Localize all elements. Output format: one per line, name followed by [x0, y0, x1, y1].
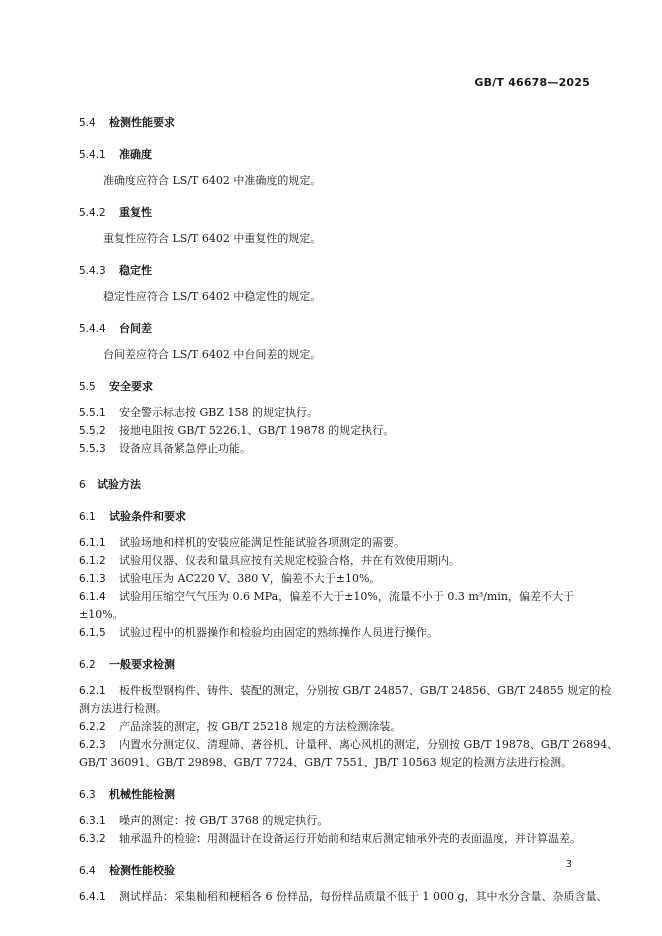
clause-number: 6.1.4 [79, 591, 106, 603]
page-number: 3 [565, 859, 572, 870]
section-title: 机械性能检测 [109, 788, 175, 801]
document-body [79, 114, 619, 906]
section-number: 6.3 [79, 789, 96, 801]
clause [79, 736, 619, 754]
subsection-heading [79, 320, 595, 338]
clause-text: 试验过程中的机器操作和检验均由固定的熟练操作人员进行操作。 [119, 626, 438, 639]
clause-text: 试验场地和样机的安装应能满足性能试验各项测定的需要。 [119, 536, 405, 549]
clause [79, 718, 595, 736]
clause-text: 试验电压为 AC220 V、380 V，偏差不大于±10%。 [119, 572, 381, 585]
section-number: 5.5 [79, 381, 96, 393]
clause [79, 624, 595, 642]
section-heading [79, 508, 595, 526]
section-title: 一般要求检测 [109, 658, 175, 671]
section-number: 5.4.2 [79, 207, 106, 219]
subsection-heading [79, 204, 595, 222]
section-title: 检测性能要求 [109, 116, 175, 129]
clause-number: 6.3.2 [79, 833, 106, 845]
section-title: 台间差 [119, 322, 152, 335]
section-title: 安全要求 [109, 380, 153, 393]
clause-text: 板件板型钢构件、铸件、装配的测定，分别按 GB/T 24857、GB/T 24856、GB/T 24855 规定的检 [119, 684, 612, 697]
chapter-number: 6 [79, 479, 86, 491]
clause-number: 6.2.1 [79, 685, 106, 697]
clause-continuation: GB/T 36091、GB/T 29898、GB/T 7724、GB/T 7551、JB/T 10563 规定的检测方法进行检测。 [79, 756, 573, 769]
clause-number: 6.1.2 [79, 555, 106, 567]
chapter-title: 试验方法 [97, 478, 141, 491]
section-number: 5.4.1 [79, 149, 106, 161]
section-number: 6.2 [79, 659, 96, 671]
clause-continuation: ±10%。 [79, 608, 124, 621]
section-title: 试验条件和要求 [109, 510, 186, 523]
section-heading [79, 862, 595, 880]
chapter-heading [79, 476, 595, 494]
clause-number: 6.2.3 [79, 739, 106, 751]
clause-text: 设备应具备紧急停止功能。 [119, 442, 251, 455]
clause-number: 6.1.3 [79, 573, 106, 585]
clause-text: 噪声的测定：按 GB/T 3768 的规定执行。 [119, 814, 329, 827]
clause [79, 534, 595, 552]
section-title: 重复性 [119, 206, 152, 219]
clause [79, 588, 595, 606]
clause [79, 404, 595, 422]
clause [79, 570, 595, 588]
paragraph: 台间差应符合 LS/T 6402 中台间差的规定。 [103, 348, 322, 361]
paragraph: 准确度应符合 LS/T 6402 中准确度的规定。 [103, 174, 322, 187]
clause-continuation: 测方法进行检测。 [79, 702, 167, 715]
clause [79, 888, 608, 906]
clause-number: 5.5.3 [79, 443, 106, 455]
clause-text: 接地电阻按 GB/T 5226.1、GB/T 19878 的规定执行。 [119, 424, 395, 437]
section-number: 6.1 [79, 511, 96, 523]
section-number: 5.4 [79, 117, 96, 129]
section-number: 5.4.3 [79, 265, 106, 277]
clause [79, 422, 595, 440]
clause-number: 6.1.5 [79, 627, 106, 639]
clause [79, 552, 595, 570]
paragraph: 重复性应符合 LS/T 6402 中重复性的规定。 [103, 232, 322, 245]
paragraph: 稳定性应符合 LS/T 6402 中稳定性的规定。 [103, 290, 322, 303]
section-title: 准确度 [119, 148, 152, 161]
clause-number: 6.4.1 [79, 891, 106, 903]
section-heading [79, 786, 595, 804]
clause-number: 6.3.1 [79, 815, 106, 827]
section-heading [79, 114, 595, 132]
section-title: 检测性能校验 [109, 864, 175, 877]
clause-number: 6.2.2 [79, 721, 106, 733]
clause-text: 轴承温升的检验：用测温计在设备运行开始前和结束后测定轴承外壳的表面温度，并计算温差。 [119, 832, 581, 845]
clause-text: 产品涂装的测定，按 GB/T 25218 规定的方法检测涂装。 [119, 720, 402, 733]
clause [79, 682, 612, 700]
standard-code: GB/T 46678—2025 [474, 76, 590, 89]
section-heading [79, 378, 595, 396]
clause [79, 440, 595, 458]
clause-text: 试验用仪器、仪表和量具应按有关规定校验合格，并在有效使用期内。 [119, 554, 460, 567]
clause-text: 内置水分测定仪、清理筛、砻谷机、计量秤、离心风机的测定，分别按 GB/T 19878、GB/T 26894、 [119, 738, 619, 751]
clause-number: 5.5.2 [79, 425, 106, 437]
section-number: 5.4.4 [79, 323, 106, 335]
clause-text: 安全警示标志按 GBZ 158 的规定执行。 [119, 406, 318, 419]
section-heading [79, 656, 595, 674]
clause-number: 6.1.1 [79, 537, 106, 549]
section-number: 6.4 [79, 865, 96, 877]
clause-text: 试验用压缩空气气压为 0.6 MPa，偏差不大于±10%，流量不小于 0.3 m³/min，偏差不大于 [119, 590, 574, 603]
subsection-heading [79, 146, 595, 164]
clause-number: 5.5.1 [79, 407, 106, 419]
clause [79, 812, 595, 830]
clause [79, 830, 595, 848]
subsection-heading [79, 262, 595, 280]
section-title: 稳定性 [119, 264, 152, 277]
clause-text: 测试样品：采集籼稻和粳稻各 6 份样品，每份样品质量不低于 1 000 g，其中水分含量、杂质含量、 [119, 890, 608, 903]
